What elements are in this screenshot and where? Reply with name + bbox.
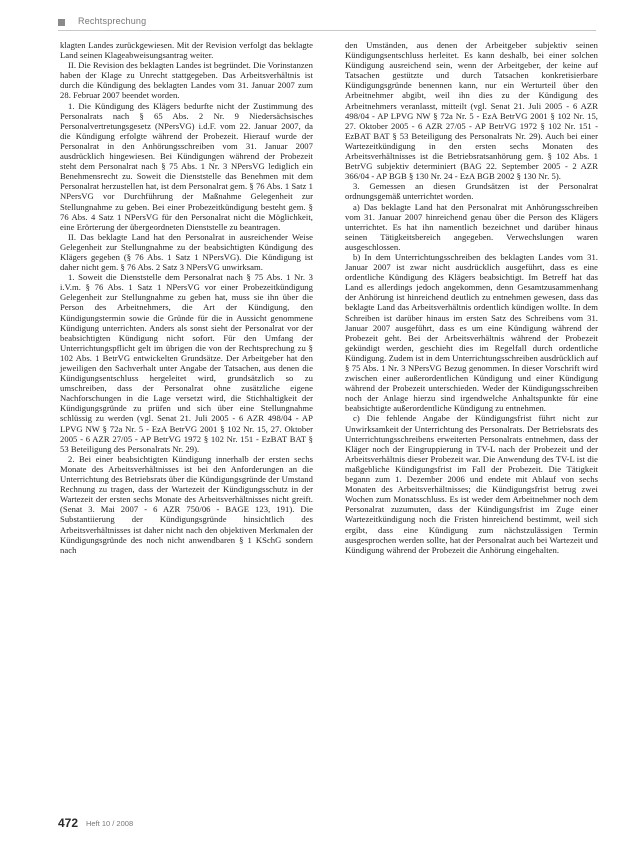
paragraph: 1. Soweit die Dienststelle dem Personalrat nach § 75 Abs. 1 Nr. 3 i.V.m. § 76 Abs. 1 Satz 1 NPersVG vor einer Probezeitkündigung Gelegenheit zur Stellungnahme zu geben hat, muss sie ihn über die Person des Arbeitnehmers, die Art der Kündigung, den Kündigungstermin sowie die Gründe für die in Aussicht genommene Kündigung unterrichten. Anders als sonst sieht der Personalrat vor der beabsichtigten Kündigung nicht sofort. Für den Umfang der Unterrichtungspflicht gelt im übrigen die von der Rechtsprechung zu § 102 Abs. 1 BetrVG entwickelten Grundsätze. Der Arbeitgeber hat den jeweiligen den Sachverhalt unter Angabe der Tatsachen, aus denen die Kündigungsentschluss hergeleitet wird, grundsätzlich so zu umschreiben, dass der Personalrat ohne zusätzliche eigene Nachforschungen in die Lage versetzt wird, die Stichhaltigkeit der Kündigungsgründe zu prüfen und sich über eine Stellungnahme schlüssig zu werden (vgl. Senat 21. Juli 2005 - 6 AZR 498/04 - AP LPVG NW § 72a Nr. 5 - EzA BetrVG 2001 § 102 Nr. 15, 27. Oktober 2005 - 6 AZR 27/05 - AP BetrVG 1972 § 102 Nr. 151 - EzBAT BAT § 53 Beteiligung des Personalrats Nr. 29). [60,272,313,454]
header-rule [58,30,596,31]
paragraph: c) Die fehlende Angabe der Kündigungsfrist führt nicht zur Unwirksamkeit der Unterrichtung des Personalrats. Der Betriebsrats des Unterrichtungsschreibens erweiterten Personalrats entnehmen, dass der Kläger noch der Eingruppierung in TV-L nach der Probezeit und der Arbeitsverhältnis dieser Probezeit war. Die Anwendung des TV-L ist die maßgebliche Kündigungsfrist im Fall der Probezeit. Die Tätigkeit begann zum 1. Dezember 2006 und endete mit Ablauf von sechs Monaten des Arbeitsverhältnisses; die Kündigungsfrist betrug zwei Wochen zum Monatsschluss. Es ist weder dem Arbeitnehmer noch dem Personalrat zuzumuten, dass der Kündigungsfrist im Zuge einer Wartezeitkündigung noch die Fristen hinreichend bestimmt, weil sich ergibt, dass eine Kündigung zum nächstzulässigen Termin ausgesprochen werden sollte, hat der Personalrat auch bei Wartezeit und Kündigung während der Probezeit die Anhörung eingehalten. [345,413,598,555]
journal-issue: Heft 10 / 2008 [86,819,134,828]
paragraph: 3. Gemessen an diesen Grundsätzen ist der Personalrat ordnungsgemäß unterrichtet worden. [345,181,598,202]
right-column [345,40,598,555]
section-title: Rechtsprechung [78,16,147,26]
paragraph: a) Das beklagte Land hat den Personalrat mit Anhörungsschreiben vom 31. Januar 2007 hinreichend genau über die Person des Klägers unterrichtet. Es hat ihn namentlich bezeichnet und darüber hinaus seinen Tätigkeitsbereich angegeben. Verwechslungen waren ausgeschlossen. [345,201,598,252]
paragraph: 2. Bei einer beabsichtigten Kündigung innerhalb der ersten sechs Monate des Arbeitsverhältnisses ist bei den Anforderungen an die Unterrichtung des Betriebsrats über die Kündigungsgründe der Umstand Rechnung zu tragen, dass der Wartezeit der Kündigungsschutz in der Wartezeit der ersten sechs Monate des Arbeitsverhältnisses nicht greift. (Senat 3. Mai 2007 - 6 AZR 750/06 - BAGE 123, 191). Die Substantiierung der Kündigungsgründe hinsichtlich des Arbeitsverhältnisses ist daher nicht nach den objektiven Merkmalen der Kündigungsgründe des noch nicht anwendbaren § 1 KSchG sondern nach [60,453,313,555]
left-column [60,40,313,555]
header-square-icon [58,19,65,26]
paragraph: II. Das beklagte Land hat den Personalrat in ausreichender Weise Gelegenheit zur Stellungnahme zu der beabsichtigten Kündigung des Klägers gegeben (§ 76 Abs. 1 Satz 1 NPersVG). Die Kündigung ist daher nicht gem. § 76 Abs. 2 Satz 3 NPersVG unwirksam. [60,231,313,273]
running-header [58,16,596,30]
paragraph: den Umständen, aus denen der Arbeitgeber subjektiv seinen Kündigungsentschluss herleitet. Es kann deshalb, bei einer solchen Kündigung ausreichend sein, wenn der Arbeitgeber, der keine auf Tatsachen gestützte und durch Tatsachen konkretisierbare Kündigungsgründe benennen kann, nur ein Werturteil über den Arbeitnehmer abgibt, weil ihn dies zu der Kündigung des Arbeitnehmers veranlasst, mitteilt (vgl. Senat 21. Juli 2005 - 6 AZR 498/04 - AP LPVG NW § 72a Nr. 5 - EzA BetrVG 2001 § 102 Nr. 15, 27. Oktober 2005 - 6 AZR 27/05 - AP BetrVG 1972 § 102 Nr. 151 - EzBAT BAT § 53 Beteiligung des Personalrats Nr. 29). Auch bei einer Wartezeitkündigung in den ersten sechs Monaten des Arbeitsverhältnisses ist die Betriebsratsanhörung gem. § 102 Abs. 1 BetrVG subjektiv determiniert (BAG 22. September 2005 - 2 AZR 366/04 - AP BGB § 130 Nr. 24 - EzA BGB 2002 § 130 Nr. 5). [345,40,598,182]
page-footer [58,816,596,832]
paragraph: klagten Landes zurückgewiesen. Mit der Revision verfolgt das beklagte Land seinen Klageabweisungsantrag weiter. [60,40,313,61]
paragraph: 1. Die Kündigung des Klägers bedurfte nicht der Zustimmung des Personalrats nach § 65 Abs. 2 Nr. 9 Niedersächsisches Personalvertretungsgesetz (NPersVG) i.d.F. vom 22. Januar 2007, da die Kündigung erfolgte während der Probezeit. Hierauf wurde der Personalrat in den Anhörungsschreiben vom 31. Januar 2007 ausdrücklich hingewiesen. Bei Kündigungen während der Probezeit steht dem Personalrat nach § 75 Abs. 1 Nr. 3 NPersVG lediglich ein Benehmensrecht zu. Soweit die Dienststelle das Benehmen mit dem Personalrat herzustellen hat, ist dem Personalrat gem. § 76 Abs. 1 Satz 1 NPersVG vor Durchführung der Maßnahme Gelegenheit zur Stellungnahme zu geben. Bei einer Probezeitkündigung besteht gem. § 76 Abs. 4 Satz 1 NPersVG für den Personalrat nicht die Möglichkeit, eine Erörterung der übergeordneten Dienststelle zu beantragen. [60,100,313,232]
page-number: 472 [58,816,79,830]
paragraph: II. Die Revision des beklagten Landes ist begründet. Die Vorinstanzen haben der Klage zu Unrecht stattgegeben. Das Arbeitsverhältnis ist durch die Kündigung des beklagten Landes vom 31. Januar 2007 zum 28. Februar 2007 beendet worden. [60,60,313,101]
paragraph: b) In dem Unterrichtungsschreiben des beklagten Landes vom 31. Januar 2007 ist zwar nicht ausdrücklich ausgeführt, dass es eine ordentliche Kündigung des Klägers beabsichtigt. Im Betreff hat das Land es allerdings jedoch angekommen, denn Gesamtzusammenhang der Anhörung ist hinreichend deutlich zu entnehmen gewesen, dass das beklagte Land das Arbeitsverhältnis ordentlich kündigen wollte. In dem Schreiben ist darüber hinaus im ersten Satz des Schreibens vom 31. Januar 2007 ausgeführt, dass es um eine Kündigung während der Probezeit geht. Bei der Arbeitsverhältnis während der Probezeit gekündigt werden, geschieht dies im Regelfall durch ordentliche Kündigung. Zudem ist in dem Unterrichtungsschreiben ausdrücklich auf § 75 Abs. 1 Nr. 3 NPersVG Bezug genommen. In dieser Vorschrift wird zwischen einer außerordentlichen Kündigung und einer Kündigung während der Probezeit unterschieden. Weder der Kündigungsschreiben noch der Anlage hierzu sind irgendwelche Anhaltspunkte für eine beabsichtigte außerordentliche Kündigung zu entnehmen. [345,251,598,414]
